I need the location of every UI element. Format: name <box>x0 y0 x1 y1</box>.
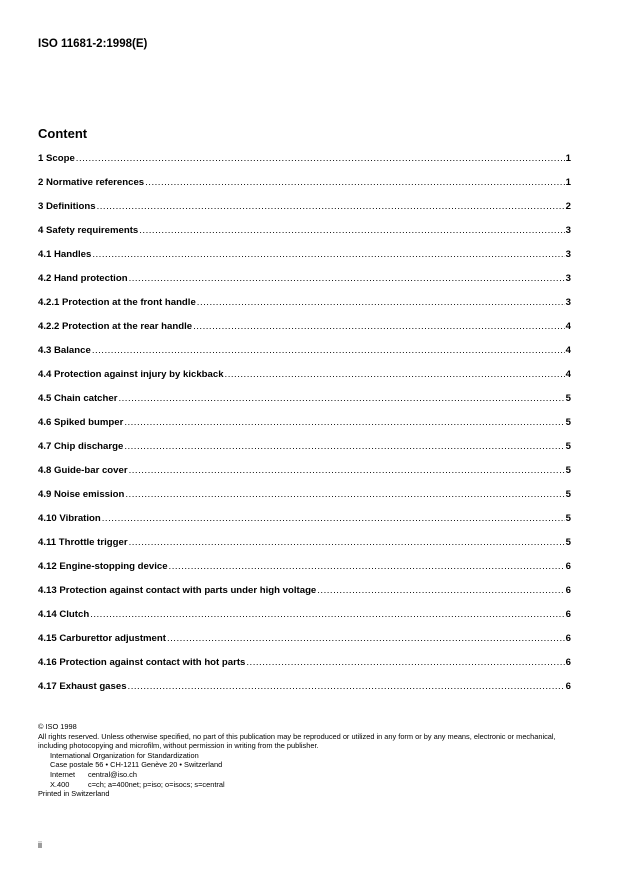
toc-dot-leader <box>169 561 565 572</box>
toc-entry-title: 4.2 Hand protection <box>38 273 128 284</box>
toc-entry-page: 1 <box>565 153 571 164</box>
toc-entry[interactable] <box>38 633 571 657</box>
toc-entry[interactable] <box>38 273 571 297</box>
toc-dot-leader <box>97 201 565 212</box>
toc-entry-page: 5 <box>565 465 571 476</box>
toc-entry[interactable] <box>38 225 571 249</box>
toc-entry-page: 6 <box>565 681 571 692</box>
toc-entry[interactable] <box>38 201 571 225</box>
toc-entry[interactable] <box>38 417 571 441</box>
toc-entry-title: 2 Normative references <box>38 177 145 188</box>
toc-entry-page: 1 <box>565 177 571 188</box>
toc-dot-leader <box>102 513 565 524</box>
toc-entry-title: 4.10 Vibration <box>38 513 101 524</box>
toc-entry-page: 6 <box>565 633 571 644</box>
toc-dot-leader <box>129 273 565 284</box>
toc-entry[interactable] <box>38 393 571 417</box>
internet-contact <box>38 770 578 780</box>
toc-entry[interactable] <box>38 537 571 561</box>
internet-label: Internet <box>50 769 76 779</box>
toc-entry-title: 4.2.2 Protection at the rear handle <box>38 321 193 332</box>
table-of-contents <box>38 153 571 705</box>
toc-entry[interactable] <box>38 513 571 537</box>
toc-dot-leader <box>128 681 565 692</box>
toc-entry-page: 4 <box>565 345 571 356</box>
toc-dot-leader <box>246 657 564 668</box>
toc-entry-title: 1 Scope <box>38 153 75 164</box>
toc-entry[interactable] <box>38 249 571 273</box>
organization-name: International Organization for Standardization <box>50 750 199 760</box>
toc-entry-page: 3 <box>565 249 571 260</box>
toc-dot-leader <box>197 297 565 308</box>
toc-entry-page: 6 <box>565 609 571 620</box>
toc-entry-page: 3 <box>565 297 571 308</box>
toc-entry[interactable] <box>38 465 571 489</box>
toc-entry[interactable] <box>38 609 571 633</box>
toc-entry-title: 4.4 Protection against injury by kickback <box>38 369 224 380</box>
toc-dot-leader <box>92 345 565 356</box>
toc-dot-leader <box>76 153 565 164</box>
x400-contact <box>38 780 578 790</box>
toc-entry-page: 4 <box>565 321 571 332</box>
toc-entry-title: 4 Safety requirements <box>38 225 139 236</box>
organization-address: Case postale 56 • CH-1211 Genève 20 • Switzerland <box>50 760 223 770</box>
toc-entry-page: 5 <box>565 441 571 452</box>
toc-entry[interactable] <box>38 585 571 609</box>
toc-dot-leader <box>193 321 565 332</box>
toc-dot-leader <box>225 369 565 380</box>
x400-label: X.400 <box>50 779 70 789</box>
toc-entry-title: 4.1 Handles <box>38 249 92 260</box>
toc-entry[interactable] <box>38 441 571 465</box>
toc-entry-page: 6 <box>565 561 571 572</box>
toc-entry[interactable] <box>38 177 571 201</box>
toc-entry-title: 4.14 Clutch <box>38 609 90 620</box>
toc-entry-title: 4.2.1 Protection at the front handle <box>38 297 196 308</box>
toc-entry-page: 5 <box>565 537 571 548</box>
internet-email: central@iso.ch <box>88 769 137 779</box>
toc-entry-page: 6 <box>565 585 571 596</box>
toc-entry-page: 3 <box>565 273 571 284</box>
toc-entry[interactable] <box>38 369 571 393</box>
toc-dot-leader <box>145 177 565 188</box>
document-id-header: ISO 11681-2:1998(E) <box>38 38 148 50</box>
toc-entry[interactable] <box>38 561 571 585</box>
toc-entry-page: 6 <box>565 657 571 668</box>
toc-entry-title: 4.9 Noise emission <box>38 489 125 500</box>
x400-address: c=ch; a=400net; p=iso; o=isocs; s=central <box>88 779 225 789</box>
toc-entry-title: 4.5 Chain catcher <box>38 393 118 404</box>
toc-entry-title: 3 Definitions <box>38 201 96 212</box>
toc-dot-leader <box>92 249 564 260</box>
toc-dot-leader <box>317 585 564 596</box>
toc-entry-page: 3 <box>565 225 571 236</box>
toc-entry[interactable] <box>38 321 571 345</box>
toc-dot-leader <box>90 609 564 620</box>
copyright-line: © ISO 1998 <box>38 722 77 731</box>
toc-entry-title: 4.7 Chip discharge <box>38 441 124 452</box>
toc-entry[interactable] <box>38 153 571 177</box>
toc-dot-leader <box>125 489 564 500</box>
toc-title: Content <box>38 126 88 141</box>
toc-entry[interactable] <box>38 297 571 321</box>
toc-entry-title: 4.11 Throttle trigger <box>38 537 128 548</box>
toc-dot-leader <box>129 537 565 548</box>
toc-entry-title: 4.12 Engine-stopping device <box>38 561 168 572</box>
copyright-block <box>38 722 578 799</box>
toc-entry-title: 4.8 Guide-bar cover <box>38 465 128 476</box>
toc-dot-leader <box>167 633 565 644</box>
toc-entry-page: 5 <box>565 513 571 524</box>
page-number: ii <box>38 840 42 850</box>
toc-dot-leader <box>129 465 565 476</box>
toc-entry-title: 4.6 Spiked bumper <box>38 417 124 428</box>
toc-entry[interactable] <box>38 345 571 369</box>
toc-entry-page: 5 <box>565 393 571 404</box>
printed-in: Printed in Switzerland <box>38 789 110 799</box>
toc-entry-title: 4.3 Balance <box>38 345 91 356</box>
toc-entry-page: 5 <box>565 417 571 428</box>
toc-entry-page: 2 <box>565 201 571 212</box>
toc-dot-leader <box>124 417 564 428</box>
toc-entry-page: 5 <box>565 489 571 500</box>
toc-entry-title: 4.15 Carburettor adjustment <box>38 633 166 644</box>
toc-entry-title: 4.16 Protection against contact with hot parts <box>38 657 246 668</box>
toc-entry-title: 4.13 Protection against contact with parts under high voltage <box>38 585 317 596</box>
toc-entry[interactable] <box>38 657 571 681</box>
toc-dot-leader <box>124 441 564 452</box>
toc-entry[interactable] <box>38 489 571 513</box>
toc-dot-leader <box>139 225 564 236</box>
toc-entry-title: 4.17 Exhaust gases <box>38 681 127 692</box>
toc-entry[interactable] <box>38 681 571 705</box>
copyright-notice: All rights reserved. Unless otherwise specified, no part of this publication may be reproduced or utilized in any form or by any means, electronic or mechanical, including photocopying and microfilm, without permission in writing from the publisher. <box>38 731 556 751</box>
toc-entry-page: 4 <box>565 369 571 380</box>
toc-dot-leader <box>118 393 564 404</box>
